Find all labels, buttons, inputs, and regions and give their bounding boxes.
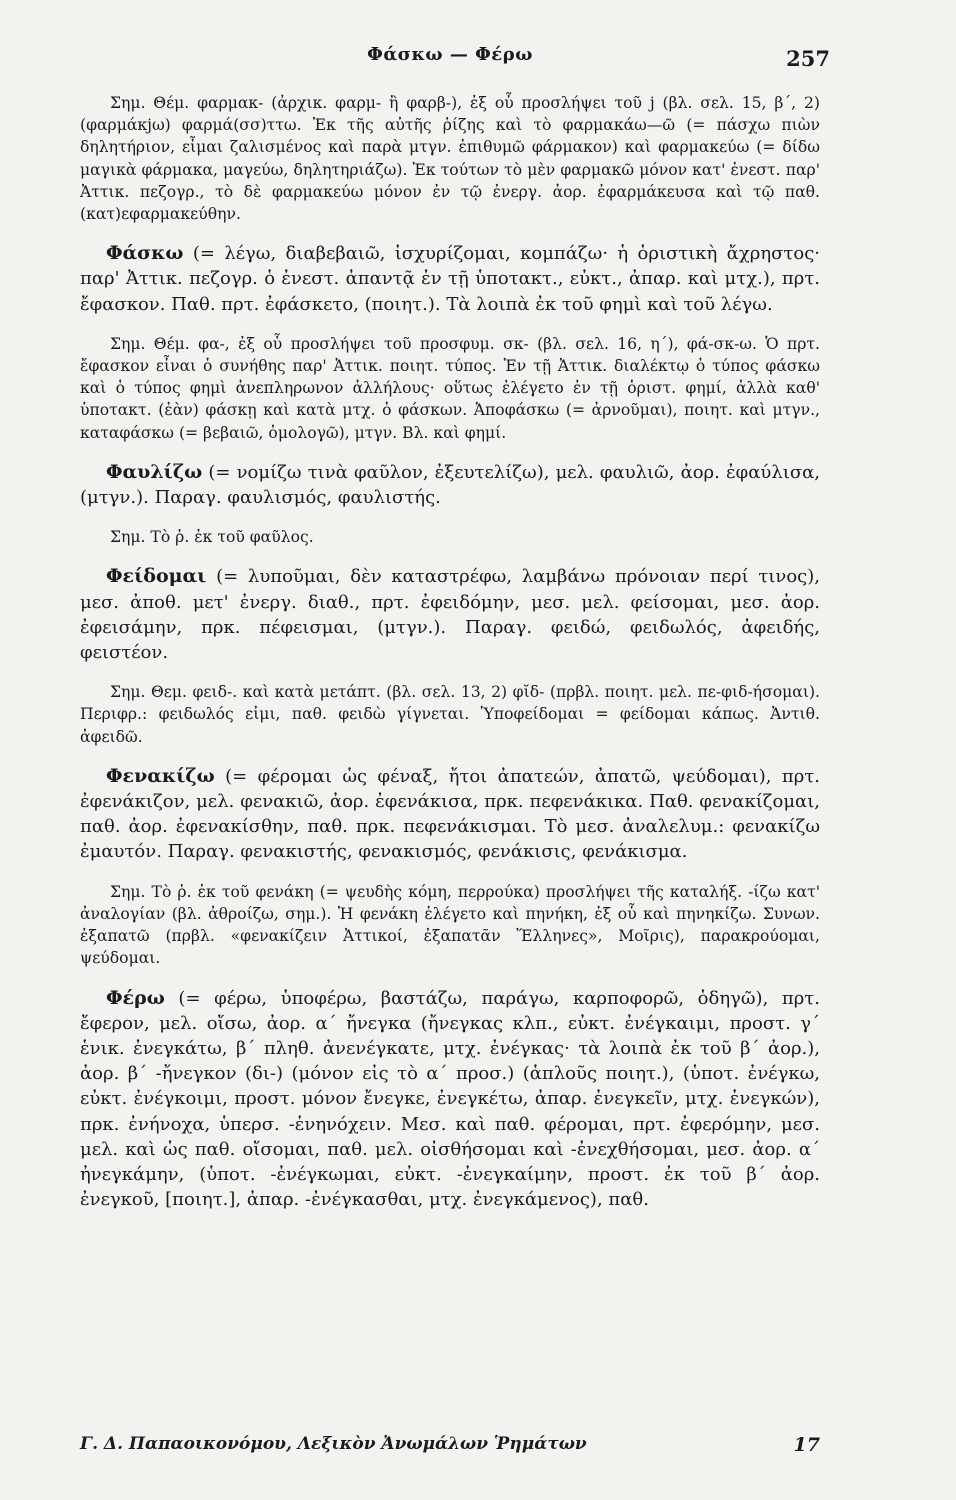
- note-pharmako: Σημ. Θέμ. φαρμακ- (ἀρχικ. φαρμ- ἢ φαρβ-), ἐξ οὗ προσλήψει τοῦ j (βλ. σελ. 15, β΄, 2) (φαρμάκjω) φαρμά(σσ)ττω. Ἐκ τῆς αὐτῆς ῥίζης καὶ τὸ φαρμακάω—ῶ (= πάσχω πιὼν δηλητήριον, εἶμαι ζαλισμένος καὶ παρὰ μτγν. ἐπιθυμῶ φάρμακον) καὶ φαρμακεύω (= δίδω μαγικὰ φάρμακα, μαγεύω, δηλητηριάζω). Ἐκ τούτων τὸ μὲν φαρμακῶ μόνον κατ' ἐνεστ. παρ' Ἀττικ. πεζογρ., τὸ δὲ φαρμακεύω μόνον ἐν τῷ ἐνεργ. ἀορ. ἐφαρμάκευσα καὶ τῷ παθ. (κατ)εφαρμακεύθην.: [80, 94, 820, 224]
- entry-text: (= λυποῦμαι, δὲν καταστρέφω, λαμβάνω πρόνοιαν περί τινος), μεσ. ἀποθ. μετ' ἐνεργ. διαθ., πρτ. ἐφειδόμην, μεσ. μελ. φείσομαι, μεσ. ἀορ. ἐφεισάμην, πρκ. πέφεισμαι, (μτγν.). Παραγ. φειδώ, φειδωλός, ἀφειδής, φειστέον.: [80, 566, 820, 664]
- entry-text: (= φέρομαι ὡς φέναξ, ἤτοι ἀπατεών, ἀπατῶ, ψεύδομαι), πρτ. ἐφενάκιζον, μελ. φενακιῶ, ἀορ. ἐφενάκισα, πρκ. πεφενάκικα. Παθ. φενακίζομαι, παθ. ἀορ. ἐφενακίσθην, παθ. πρκ. πεφενάκισμαι. Τὸ μεσ. ἀναλελυμ.: φενακίζω ἐμαυτόν. Παραγ. φενακιστής, φενακισμός, φενάκισις, φενάκισμα.: [80, 765, 820, 863]
- headword: Φενακίζω: [106, 764, 215, 787]
- entry-phenakizo: [80, 764, 820, 865]
- page-number: 257: [786, 46, 830, 71]
- entry-phasko: [80, 241, 820, 317]
- headword: Φάσκω: [106, 242, 184, 265]
- page-footer: [80, 1434, 820, 1464]
- note-pheidomai: Σημ. Θεμ. φειδ-. καὶ κατὰ μετάπτ. (βλ. σελ. 13, 2) φῐδ- (πρβλ. ποιητ. μελ. πε-φιδ-ήσομαι). Περιφρ.: φειδωλός εἰμι, παθ. φειδὼ γίγνεται. Ὑποφείδομαι = φείδομαι κάπως. Ἀντιθ. ἀφειδῶ.: [80, 683, 820, 746]
- dictionary-page: [80, 30, 830, 1470]
- signature-number: 17: [793, 1434, 820, 1456]
- running-title: Φάσκω — Φέρω: [367, 44, 533, 65]
- entry-phaulizo: [80, 460, 820, 510]
- headword: Φέρω: [106, 986, 165, 1009]
- entry-text: (= νομίζω τινὰ φαῦλον, ἐξευτελίζω), μελ. φαυλιῶ, ἀορ. ἐφαύλισα, (μτγν.). Παραγ. φαυλισμός, φαυλιστής.: [80, 461, 820, 509]
- headword: Φείδομαι: [106, 565, 207, 588]
- entry-phero: [80, 986, 820, 1213]
- entry-pheidomai: [80, 564, 820, 665]
- note-phaulizo: Σημ. Τὸ ῥ. ἐκ τοῦ φαῦλος.: [110, 528, 314, 547]
- running-head: [80, 44, 830, 74]
- headword: Φαυλίζω: [106, 460, 203, 483]
- note-phenakizo: Σημ. Τὸ ῥ. ἐκ τοῦ φενάκη (= ψευδὴς κόμη, περρούκα) προσλήψει τῆς καταλήξ. -ίζω κατ' ἀναλογίαν (βλ. ἀθροίζω, σημ.). Ἡ φενάκη ἐλέγετο καὶ πηνήκη, ἐξ οὗ καὶ πηνηκίζω. Συνων. ἐξαπατῶ (πρβλ. «φενακίζειν Ἀττικοί, ἐξαπατᾶν Ἕλληνες», Μοῖρις), παρακρούομαι, ψεύδομαι.: [80, 882, 820, 968]
- body-text: [80, 92, 820, 1228]
- note-phasko: Σημ. Θέμ. φα-, ἐξ οὗ προσλήψει τοῦ προσφυμ. σκ- (βλ. σελ. 16, η΄), φά-σκ-ω. Ὁ πρτ. ἔφασκον εἶναι ὁ συνήθης παρ' Ἀττικ. ποιητ. τύπος. Ἐν τῇ Ἀττικ. διαλέκτῳ ὁ τύπος φάσκω καὶ ὁ τύπος φημὶ ἀνεπληρωνον ἀλλήλους· οὕτως ἐλέγετο ἐν τῇ ὁριστ. φημί, ἀλλὰ καθ' ὑποτακτ. (ἐὰν) φάσκῃ καὶ κατὰ μτχ. ὁ φάσκων. Ἀποφάσκω (= ἀρνοῦμαι), ποιητ. καὶ μτγν., καταφάσκω (= βεβαιῶ, ὁμολογῶ), μτγν. Βλ. καὶ φημί.: [80, 334, 820, 442]
- entry-text: (= λέγω, διαβεβαιῶ, ἰσχυρίζομαι, κομπάζω· ἡ ὁριστικὴ ἄχρηστος· παρ' Ἀττικ. πεζογρ. ὁ ἐνεστ. ἀπαντᾷ ἐν τῇ ὑποτακτ., εὐκτ., ἀπαρ. καὶ μτχ.), πρτ. ἔφασκον. Παθ. πρτ. ἐφάσκετο, (ποιητ.). Τὰ λοιπὰ ἐκ τοῦ φημὶ καὶ τοῦ λέγω.: [80, 243, 820, 315]
- footer-author: Γ. Δ. Παπαοικονόμου, Λεξικὸν Ἀνωμάλων Ῥημάτων: [80, 1434, 587, 1454]
- entry-text: (= φέρω, ὑποφέρω, βαστάζω, παράγω, καρποφορῶ, ὁδηγῶ), πρτ. ἔφερον, μελ. οἴσω, ἀορ. α΄ ἤνεγκα (ἤνεγκας κλπ., εὐκτ. ἐνέγκαιμι, προστ. γ΄ ἑνικ. ἐνεγκάτω, β΄ πληθ. ἀνενέγκατε, μτχ. ἐνέγκας· τὰ λοιπὰ ἐκ τοῦ β΄ ἀορ.), ἀορ. β΄ -ἤνεγκον (δι-) (μόνον εἰς τὸ α΄ προσ.) (ἁπλοῦς ποιητ.), (ὑποτ. ἐνέγκω, εὐκτ. ἐνέγκοιμι, προστ. μόνον ἔνεγκε, ἐνεγκέτω, ἀπαρ. ἐνεγκεῖν, μτχ. ἐνεγκών), πρκ. ἐνήνοχα, ὑπερσ. -ἐνηνόχειν. Μεσ. καὶ παθ. φέρομαι, πρτ. ἐφερόμην, μεσ. μελ. καὶ ὡς παθ. οἴσομαι, παθ. μελ. οἰσθήσομαι καὶ -ἐνεχθήσομαι, μεσ. ἀορ. α΄ ἠνεγκάμην, (ὑποτ. -ἐνέγκωμαι, εὐκτ. -ἐνεγκαίμην, προστ. ἐκ τοῦ β΄ ἀορ. ἐνεγκοῦ, [ποιητ.], ἀπαρ. -ἐνέγκασθαι, μτχ. ἐνεγκάμενος), παθ.: [80, 987, 820, 1211]
